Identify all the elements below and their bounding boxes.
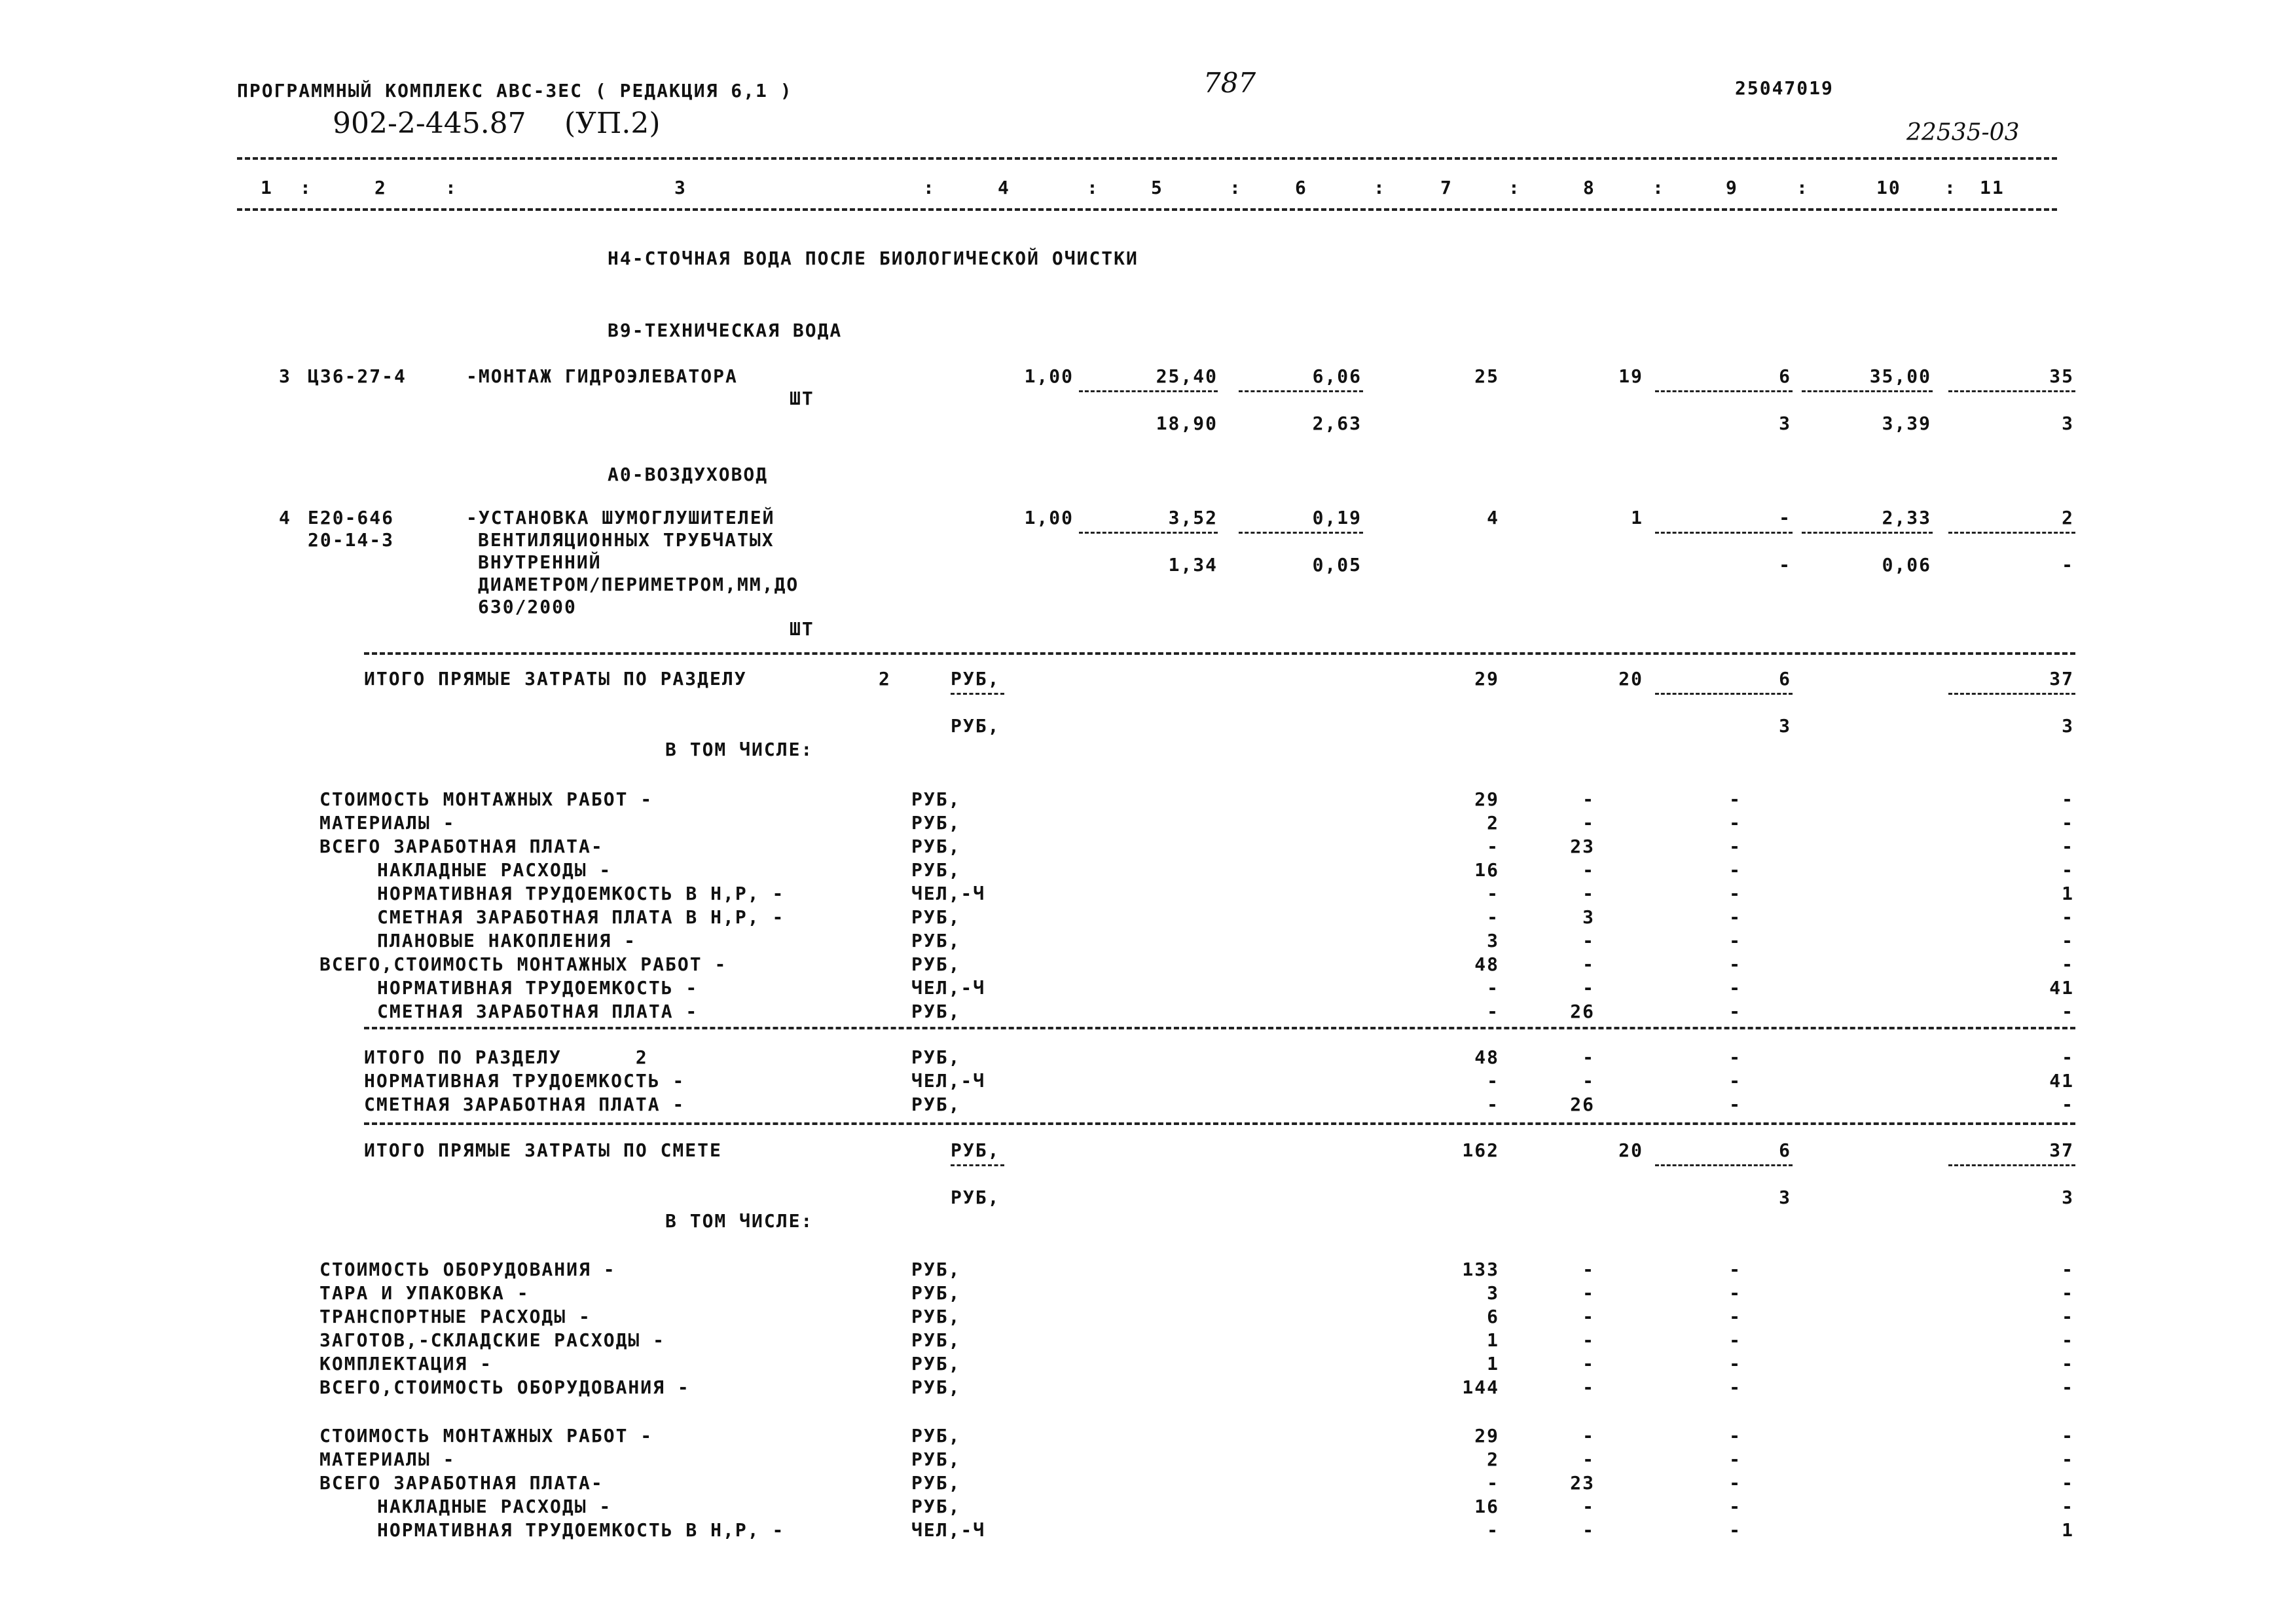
column-number-10: 10 — [1876, 177, 1901, 198]
razdel-total-divider — [1655, 693, 1793, 695]
smeta-breakdown-row-col9: - — [1729, 1329, 1741, 1351]
section-a0-title: А0-ВОЗДУХОВОД — [608, 464, 769, 485]
column-separator: : — [1087, 177, 1099, 198]
smeta-breakdown-row-label: ВСЕГО,СТОИМОСТЬ ОБОРУДОВАНИЯ - — [319, 1376, 690, 1398]
smeta-breakdown-row-unit: РУБ, — [911, 1472, 961, 1494]
smeta-total-col11-wage: 3 — [2062, 1187, 2074, 1208]
razdel-breakdown-row-col11: - — [2062, 836, 2074, 857]
smeta-breakdown-row-label: ТРАНСПОРТНЫЕ РАСХОДЫ - — [319, 1306, 591, 1327]
razdel-itogo-col9: - — [1729, 1070, 1741, 1092]
item-total-col8: 19 — [1618, 365, 1643, 387]
razdel-breakdown-row-col8: 23 — [1570, 836, 1595, 857]
smeta-total-divider — [1655, 1164, 1793, 1166]
item-total-col9-wage: 3 — [1779, 413, 1791, 434]
razdel-itogo-label: СМЕТНАЯ ЗАРАБОТНАЯ ПЛАТА - — [364, 1094, 685, 1115]
razdel-breakdown-row-col7: - — [1487, 836, 1499, 857]
page-number: 787 — [1203, 67, 1256, 99]
smeta-breakdown-row-col8: - — [1582, 1496, 1595, 1517]
item-description-line: -МОНТАЖ ГИДРОЭЛЕВАТОРА — [466, 365, 738, 387]
item-unit-wage: 1,34 — [1168, 554, 1218, 576]
smeta-breakdown-row-col11: - — [2062, 1353, 2074, 1375]
item-unit-price-col6: 0,19 — [1312, 507, 1362, 528]
smeta-breakdown-row-col11: - — [2062, 1329, 2074, 1351]
sheet-code: 22535-03 — [1906, 119, 2020, 146]
column-separator: : — [1944, 177, 1957, 198]
razdel-breakdown-row-col8: 3 — [1582, 906, 1595, 928]
razdel-total-unit-2: РУБ, — [951, 715, 1000, 737]
column-number-2: 2 — [374, 177, 387, 198]
item-total-col10: 2,33 — [1882, 507, 1931, 528]
in-that-number-heading-2: В ТОМ ЧИСЛЕ: — [665, 1210, 814, 1232]
razdel-breakdown-row-label: СМЕТНАЯ ЗАРАБОТНАЯ ПЛАТА - — [377, 1001, 699, 1022]
smeta-breakdown-row-label: ВСЕГО ЗАРАБОТНАЯ ПЛАТА- — [319, 1472, 604, 1494]
item-total-divider — [1655, 532, 1793, 534]
razdel-breakdown-row-col7: 29 — [1474, 788, 1499, 810]
smeta-total-divider — [1948, 1164, 2075, 1166]
razdel-total-col11: 37 — [2049, 668, 2074, 690]
razdel-breakdown-row-label: ПЛАНОВЫЕ НАКОПЛЕНИЯ - — [377, 930, 637, 951]
smeta-breakdown-row-col8: - — [1582, 1329, 1595, 1351]
smeta-breakdown-row-label: ЗАГОТОВ,-СКЛАДСКИЕ РАСХОДЫ - — [319, 1329, 666, 1351]
razdel-total-number: 2 — [879, 668, 891, 690]
item-description-line: 630/2000 — [478, 596, 577, 618]
razdel-itogo-col11: - — [2062, 1094, 2074, 1115]
column-number-6: 6 — [1295, 177, 1307, 198]
smeta-breakdown-row-col8: - — [1582, 1519, 1595, 1541]
razdel-breakdown-row-col11: - — [2062, 906, 2074, 928]
item-description-line: -УСТАНОВКА ШУМОГЛУШИТЕЛЕЙ — [466, 507, 775, 528]
item-description-line: ДИАМЕТРОМ/ПЕРИМЕТРОМ,ММ,ДО — [478, 574, 799, 595]
smeta-breakdown-row-col11: - — [2062, 1259, 2074, 1280]
column-separator: : — [923, 177, 936, 198]
razdel-breakdown-row-col9: - — [1729, 812, 1741, 834]
item-total-col9: 6 — [1779, 365, 1791, 387]
smeta-breakdown-row-unit: РУБ, — [911, 1376, 961, 1398]
razdel-itogo-col7: - — [1487, 1094, 1499, 1115]
razdel-breakdown-row-col7: - — [1487, 1001, 1499, 1022]
razdel-breakdown-row-col8: 26 — [1570, 1001, 1595, 1022]
smeta-breakdown-row-col7: 29 — [1474, 1425, 1499, 1447]
item-total-col11-wage: - — [2062, 554, 2074, 576]
razdel-itogo-col8: 26 — [1570, 1094, 1595, 1115]
item-total-col10: 35,00 — [1869, 365, 1931, 387]
smeta-total-col8: 20 — [1618, 1139, 1643, 1161]
section-h4-title: Н4-СТОЧНАЯ ВОДА ПОСЛЕ БИОЛОГИЧЕСКОЙ ОЧИСТКИ — [608, 248, 1139, 269]
razdel-itogo-col9: - — [1729, 1046, 1741, 1068]
razdel-breakdown-row-col9: - — [1729, 977, 1741, 999]
column-separator: : — [445, 177, 458, 198]
razdel-breakdown-row-unit: РУБ, — [911, 836, 961, 857]
smeta-breakdown-row-col8: - — [1582, 1259, 1595, 1280]
item-unit-wage-col6: 2,63 — [1312, 413, 1362, 434]
item-total-divider — [1655, 390, 1793, 392]
item-total-col7: 4 — [1487, 507, 1499, 528]
column-separator: : — [1230, 177, 1242, 198]
smeta-breakdown-row-col7: 6 — [1487, 1306, 1499, 1327]
item-unit: ШТ — [790, 388, 814, 409]
item-rate-code: Е20-646 — [308, 507, 395, 528]
smeta-breakdown-row-unit: РУБ, — [911, 1306, 961, 1327]
smeta-breakdown-row-col11: - — [2062, 1496, 2074, 1517]
razdel-breakdown-row-col7: - — [1487, 977, 1499, 999]
smeta-breakdown-row-unit: ЧЕЛ,-Ч — [911, 1519, 986, 1541]
smeta-total-col7: 162 — [1462, 1139, 1499, 1161]
razdel-breakdown-row-label: ВСЕГО ЗАРАБОТНАЯ ПЛАТА- — [319, 836, 604, 857]
razdel-breakdown-row-col9: - — [1729, 930, 1741, 951]
smeta-breakdown-row-col8: - — [1582, 1425, 1595, 1447]
razdel-total-unit: РУБ, — [951, 668, 1000, 690]
section-b9-title: В9-ТЕХНИЧЕСКАЯ ВОДА — [608, 320, 843, 341]
column-separator: : — [300, 177, 312, 198]
smeta-total-label: ИТОГО ПРЯМЫЕ ЗАТРАТЫ ПО СМЕТЕ — [364, 1139, 722, 1161]
razdel-total-divider — [1948, 693, 2075, 695]
razdel-breakdown-row-unit: РУБ, — [911, 930, 961, 951]
smeta-breakdown-row-col7: 1 — [1487, 1329, 1499, 1351]
smeta-breakdown-row-col8: - — [1582, 1449, 1595, 1470]
razdel-itogo-unit: РУБ, — [911, 1046, 961, 1068]
in-that-number-heading: В ТОМ ЧИСЛЕ: — [665, 739, 814, 760]
item-total-col8: 1 — [1631, 507, 1643, 528]
smeta-breakdown-row-col9: - — [1729, 1376, 1741, 1398]
razdel-breakdown-row-col11: - — [2062, 930, 2074, 951]
header-top-rule — [237, 157, 2057, 160]
smeta-breakdown-row-unit: РУБ, — [911, 1449, 961, 1470]
razdel-total-col9-wage: 3 — [1779, 715, 1791, 737]
razdel-breakdown-row-col7: 3 — [1487, 930, 1499, 951]
column-number-1: 1 — [261, 177, 273, 198]
razdel-breakdown-row-col11: - — [2062, 953, 2074, 975]
smeta-total-top-rule — [364, 1122, 2075, 1125]
razdel-breakdown-row-col11: 41 — [2049, 977, 2074, 999]
item-total-col9-wage: - — [1779, 554, 1791, 576]
smeta-total-unit-2: РУБ, — [951, 1187, 1000, 1208]
item-total-divider — [1948, 390, 2075, 392]
item-price-divider — [1239, 532, 1363, 534]
item-total-col11-wage: 3 — [2062, 413, 2074, 434]
smeta-breakdown-row-col11: - — [2062, 1376, 2074, 1398]
header-bottom-rule — [237, 208, 2057, 211]
item-total-col9: - — [1779, 507, 1791, 528]
column-separator: : — [1652, 177, 1665, 198]
razdel-total-label: ИТОГО ПРЯМЫЕ ЗАТРАТЫ ПО РАЗДЕЛУ — [364, 668, 747, 690]
smeta-breakdown-row-unit: РУБ, — [911, 1259, 961, 1280]
item-description-line: ВЕНТИЛЯЦИОННЫХ ТРУБЧАТЫХ — [478, 529, 774, 551]
razdel-itogo-col11: - — [2062, 1046, 2074, 1068]
column-number-7: 7 — [1440, 177, 1453, 198]
smeta-total-unit: РУБ, — [951, 1139, 1000, 1161]
smeta-breakdown-row-col7: 3 — [1487, 1282, 1499, 1304]
column-separator: : — [1374, 177, 1386, 198]
item-total-col11: 35 — [2049, 365, 2074, 387]
razdel-breakdown-row-col9: - — [1729, 859, 1741, 881]
razdel-itogo-col11: 41 — [2049, 1070, 2074, 1092]
smeta-breakdown-row-col11: - — [2062, 1472, 2074, 1494]
razdel-breakdown-row-unit: РУБ, — [911, 859, 961, 881]
razdel-breakdown-row-unit: ЧЕЛ,-Ч — [911, 977, 986, 999]
smeta-total-col9: 6 — [1779, 1139, 1791, 1161]
razdel-breakdown-row-col9: - — [1729, 836, 1741, 857]
project-code: 902-2-445.87 — [333, 107, 526, 140]
item-total-divider — [1948, 532, 2075, 534]
item-quantity: 1,00 — [1024, 507, 1074, 528]
razdel-breakdown-row-col7: - — [1487, 883, 1499, 904]
smeta-total-unit-divider — [951, 1164, 1004, 1166]
smeta-breakdown-row-col11: - — [2062, 1282, 2074, 1304]
column-number-4: 4 — [998, 177, 1010, 198]
smeta-breakdown-row-col11: - — [2062, 1425, 2074, 1447]
smeta-breakdown-row-col8: - — [1582, 1376, 1595, 1398]
razdel-breakdown-row-col7: - — [1487, 906, 1499, 928]
smeta-breakdown-row-col9: - — [1729, 1259, 1741, 1280]
smeta-breakdown-row-label: КОМПЛЕКТАЦИЯ - — [319, 1353, 493, 1375]
razdel-breakdown-row-col7: 16 — [1474, 859, 1499, 881]
razdel-total-top-rule — [364, 652, 2075, 655]
item-unit: ШТ — [790, 618, 814, 640]
razdel-breakdown-row-col8: - — [1582, 788, 1595, 810]
item-unit-price: 3,52 — [1168, 507, 1218, 528]
program-title: ПРОГРАММНЫЙ КОМПЛЕКС АВС-ЗЕС ( РЕДАКЦИЯ 6,1 ) — [237, 80, 793, 101]
razdel-breakdown-row-col9: - — [1729, 953, 1741, 975]
razdel-breakdown-row-unit: ЧЕЛ,-Ч — [911, 883, 986, 904]
item-total-divider — [1802, 532, 1933, 534]
smeta-breakdown-row-label: СТОИМОСТЬ ОБОРУДОВАНИЯ - — [319, 1259, 616, 1280]
razdel-breakdown-row-col11: - — [2062, 1001, 2074, 1022]
razdel-breakdown-row-unit: РУБ, — [911, 788, 961, 810]
document-code: 25047019 — [1735, 77, 1834, 99]
smeta-breakdown-row-label: МАТЕРИАЛЫ - — [319, 1449, 456, 1470]
item-number: 4 — [279, 507, 291, 528]
smeta-breakdown-row-col7: 1 — [1487, 1353, 1499, 1375]
item-unit-price: 25,40 — [1156, 365, 1218, 387]
razdel-breakdown-row-label: ВСЕГО,СТОИМОСТЬ МОНТАЖНЫХ РАБОТ - — [319, 953, 727, 975]
razdel-breakdown-row-col11: - — [2062, 859, 2074, 881]
smeta-breakdown-row-col9: - — [1729, 1449, 1741, 1470]
razdel-total-col8: 20 — [1618, 668, 1643, 690]
smeta-breakdown-row-col11: - — [2062, 1306, 2074, 1327]
item-price-divider — [1239, 390, 1363, 392]
razdel-total-unit-divider — [951, 693, 1004, 695]
smeta-breakdown-row-col7: - — [1487, 1519, 1499, 1541]
column-separator: : — [1508, 177, 1521, 198]
razdel-breakdown-row-col9: - — [1729, 883, 1741, 904]
item-unit-price-col6: 6,06 — [1312, 365, 1362, 387]
smeta-breakdown-row-col7: 133 — [1462, 1259, 1499, 1280]
razdel-breakdown-row-unit: РУБ, — [911, 953, 961, 975]
smeta-breakdown-row-col7: 2 — [1487, 1449, 1499, 1470]
smeta-breakdown-row-unit: РУБ, — [911, 1353, 961, 1375]
smeta-breakdown-row-unit: РУБ, — [911, 1282, 961, 1304]
razdel-breakdown-row-col7: 2 — [1487, 812, 1499, 834]
smeta-breakdown-row-col8: 23 — [1570, 1472, 1595, 1494]
item-rate-code-2: 20-14-3 — [308, 529, 395, 551]
razdel-itogo-unit: ЧЕЛ,-Ч — [911, 1070, 986, 1092]
razdel-total-col7: 29 — [1474, 668, 1499, 690]
column-separator: : — [1796, 177, 1809, 198]
smeta-breakdown-row-col8: - — [1582, 1353, 1595, 1375]
razdel-itogo-col9: - — [1729, 1094, 1741, 1115]
smeta-breakdown-row-col9: - — [1729, 1425, 1741, 1447]
item-price-divider — [1079, 532, 1218, 534]
razdel-breakdown-row-unit: РУБ, — [911, 1001, 961, 1022]
smeta-breakdown-row-col9: - — [1729, 1472, 1741, 1494]
razdel-breakdown-row-unit: РУБ, — [911, 906, 961, 928]
razdel-itogo-col8: - — [1582, 1070, 1595, 1092]
razdel-total-col11-wage: 3 — [2062, 715, 2074, 737]
razdel-itogo-label: НОРМАТИВНАЯ ТРУДОЕМКОСТЬ - — [364, 1070, 685, 1092]
razdel-breakdown-row-label: СМЕТНАЯ ЗАРАБОТНАЯ ПЛАТА В Н,Р, - — [377, 906, 785, 928]
smeta-breakdown-row-col7: 16 — [1474, 1496, 1499, 1517]
razdel-itogo-col8: - — [1582, 1046, 1595, 1068]
razdel-breakdown-row-col8: - — [1582, 812, 1595, 834]
razdel-breakdown-row-label: СТОИМОСТЬ МОНТАЖНЫХ РАБОТ - — [319, 788, 653, 810]
smeta-breakdown-row-unit: РУБ, — [911, 1329, 961, 1351]
razdel-breakdown-row-col11: - — [2062, 788, 2074, 810]
smeta-breakdown-row-col11: - — [2062, 1449, 2074, 1470]
column-number-9: 9 — [1726, 177, 1738, 198]
razdel-breakdown-row-label: НОРМАТИВНАЯ ТРУДОЕМКОСТЬ - — [377, 977, 699, 999]
razdel-total-col9: 6 — [1779, 668, 1791, 690]
column-number-3: 3 — [674, 177, 687, 198]
razdel-breakdown-row-col7: 48 — [1474, 953, 1499, 975]
razdel-breakdown-row-label: НОРМАТИВНАЯ ТРУДОЕМКОСТЬ В Н,Р, - — [377, 883, 785, 904]
column-number-5: 5 — [1151, 177, 1163, 198]
razdel-breakdown-row-col9: - — [1729, 1001, 1741, 1022]
item-total-col7: 25 — [1474, 365, 1499, 387]
razdel-breakdown-row-label: НАКЛАДНЫЕ РАСХОДЫ - — [377, 859, 612, 881]
item-unit-wage: 18,90 — [1156, 413, 1218, 434]
razdel-breakdown-row-col11: 1 — [2062, 883, 2074, 904]
smeta-breakdown-row-col9: - — [1729, 1353, 1741, 1375]
smeta-breakdown-row-label: СТОИМОСТЬ МОНТАЖНЫХ РАБОТ - — [319, 1425, 653, 1447]
razdel-breakdown-row-col9: - — [1729, 788, 1741, 810]
razdel-breakdown-row-col8: - — [1582, 883, 1595, 904]
item-total-col10-wage: 3,39 — [1882, 413, 1931, 434]
item-rate-code: Ц36-27-4 — [308, 365, 407, 387]
razdel-itogo-unit: РУБ, — [911, 1094, 961, 1115]
smeta-total-col9-wage: 3 — [1779, 1187, 1791, 1208]
smeta-breakdown-row-label: НАКЛАДНЫЕ РАСХОДЫ - — [377, 1496, 612, 1517]
smeta-breakdown-row-unit: РУБ, — [911, 1425, 961, 1447]
item-total-divider — [1802, 390, 1933, 392]
razdel-itogo-col7: - — [1487, 1070, 1499, 1092]
razdel-breakdown-row-unit: РУБ, — [911, 812, 961, 834]
razdel-itogo-label: ИТОГО ПО РАЗДЕЛУ 2 — [364, 1046, 648, 1068]
item-unit-wage-col6: 0,05 — [1312, 554, 1362, 576]
razdel-breakdown-row-col8: - — [1582, 859, 1595, 881]
item-total-col10-wage: 0,06 — [1882, 554, 1931, 576]
smeta-breakdown-row-col7: - — [1487, 1472, 1499, 1494]
item-total-col11: 2 — [2062, 507, 2074, 528]
razdel-breakdown-row-col8: - — [1582, 930, 1595, 951]
smeta-breakdown-row-unit: РУБ, — [911, 1496, 961, 1517]
smeta-breakdown-row-col8: - — [1582, 1282, 1595, 1304]
item-quantity: 1,00 — [1024, 365, 1074, 387]
column-number-8: 8 — [1583, 177, 1595, 198]
razdel-itogo-col7: 48 — [1474, 1046, 1499, 1068]
razdel-breakdown-row-col8: - — [1582, 977, 1595, 999]
razdel-breakdown-row-label: МАТЕРИАЛЫ - — [319, 812, 456, 834]
smeta-breakdown-row-col9: - — [1729, 1282, 1741, 1304]
album-code: (УП.2) — [564, 107, 661, 140]
item-number: 3 — [279, 365, 291, 387]
smeta-breakdown-row-col8: - — [1582, 1306, 1595, 1327]
smeta-breakdown-row-label: НОРМАТИВНАЯ ТРУДОЕМКОСТЬ В Н,Р, - — [377, 1519, 785, 1541]
smeta-breakdown-row-col7: 144 — [1462, 1376, 1499, 1398]
smeta-total-col11: 37 — [2049, 1139, 2074, 1161]
razdel-itogo-top-rule — [364, 1027, 2075, 1029]
razdel-breakdown-row-col9: - — [1729, 906, 1741, 928]
smeta-breakdown-row-label: ТАРА И УПАКОВКА - — [319, 1282, 530, 1304]
smeta-breakdown-row-col9: - — [1729, 1496, 1741, 1517]
item-description-line: ВНУТРЕННИЙ — [478, 551, 602, 573]
item-price-divider — [1079, 390, 1218, 392]
razdel-breakdown-row-col8: - — [1582, 953, 1595, 975]
column-number-11: 11 — [1980, 177, 2005, 198]
smeta-breakdown-row-col11: 1 — [2062, 1519, 2074, 1541]
smeta-breakdown-row-col9: - — [1729, 1306, 1741, 1327]
smeta-breakdown-row-col9: - — [1729, 1519, 1741, 1541]
razdel-breakdown-row-col11: - — [2062, 812, 2074, 834]
